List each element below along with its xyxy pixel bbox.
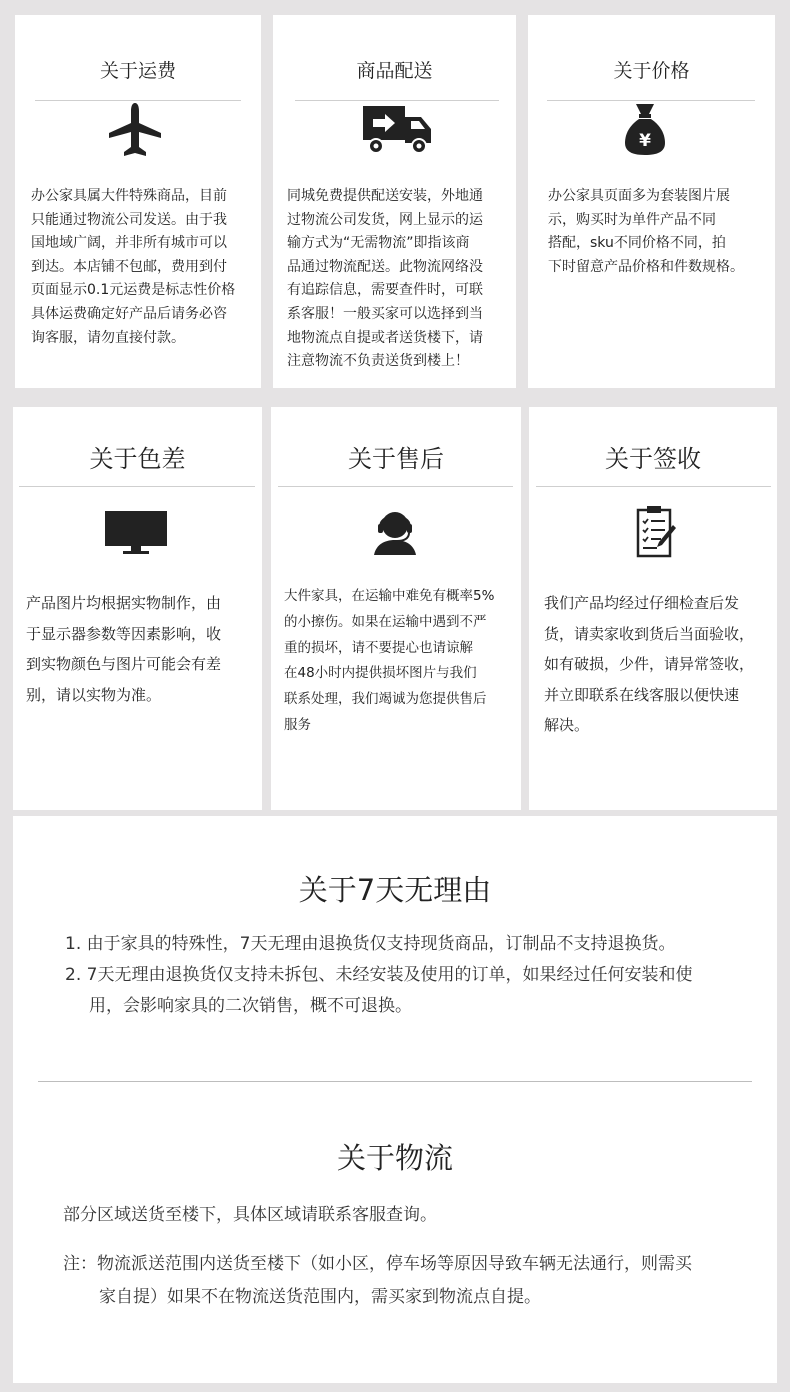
text-line: 同城免费提供配送安装，外地通 bbox=[287, 188, 483, 204]
price-text bbox=[548, 185, 773, 279]
airplane-icon bbox=[107, 101, 163, 163]
text-line: 示，购买时为单件产品不同 bbox=[548, 211, 716, 228]
shipping-title: 关于运费 bbox=[99, 60, 176, 82]
monitor-icon bbox=[105, 511, 167, 559]
text-line: 办公家具属大件特殊商品，目前 bbox=[31, 188, 227, 204]
text-line: 具体运费确定好产品后请务必咨 bbox=[31, 305, 227, 322]
clipboard-checklist-icon bbox=[635, 505, 677, 563]
text-line: 货，请卖家收到货后当面验收， bbox=[544, 624, 755, 643]
price-title: 关于价格 bbox=[613, 60, 690, 82]
text-line: 解决。 bbox=[544, 716, 590, 734]
text-line: 如有破损，少件，请异常签收， bbox=[544, 655, 755, 673]
divider bbox=[19, 486, 255, 487]
text-line: 到实物颜色与图片可能会有差 bbox=[26, 655, 222, 673]
text-line: 到达。本店铺不包邮，费用到付 bbox=[31, 258, 227, 275]
signing-card bbox=[529, 407, 777, 810]
text-line: 国地域广阔，并非所有城市可以 bbox=[31, 235, 227, 252]
seven-days-title: 关于7天无理由 bbox=[298, 873, 492, 907]
color-card bbox=[13, 407, 262, 810]
signing-text bbox=[544, 588, 776, 741]
text-line: 询客服，请勿直接付款。 bbox=[31, 329, 185, 346]
divider bbox=[278, 486, 513, 487]
text-line: 过物流公司发货，网上显示的运 bbox=[287, 211, 483, 228]
text-line: 只能通过物流公司发送。由于我 bbox=[31, 211, 227, 228]
text-line: 搭配，sku不同价格不同，拍 bbox=[548, 235, 726, 252]
shipping-text bbox=[31, 185, 256, 350]
seven-days-item-1: 1. 由于家具的特殊性，7天无理由退换货仅支持现货商品，订制品不支持退换货。 bbox=[65, 934, 676, 954]
aftersale-title: 关于售后 bbox=[348, 445, 444, 473]
text-line: 别，请以实物为准。 bbox=[26, 685, 162, 704]
text-line: 地物流点自提或者送货楼下，请 bbox=[287, 329, 483, 346]
shipping-card bbox=[15, 15, 261, 388]
money-bag-icon bbox=[623, 101, 667, 161]
text-line: 有追踪信息，需要查件时，可联 bbox=[287, 282, 483, 299]
delivery-card bbox=[273, 15, 516, 388]
text-line: 服务 bbox=[284, 716, 311, 733]
delivery-truck-icon bbox=[361, 103, 435, 159]
text-line: 下时留意产品价格和件数规格。 bbox=[548, 258, 744, 275]
logistics-note-cont: 家自提）如果不在物流送货范围内，需买家到物流点自提。 bbox=[99, 1287, 541, 1307]
text-line: 的小擦伤。如果在运输中遇到不严 bbox=[284, 613, 487, 630]
text-line: 系客服！一般买家可以选择到当 bbox=[287, 305, 483, 322]
text-line: 页面显示0.1元运费是标志性价格 bbox=[31, 282, 236, 299]
delivery-text bbox=[287, 185, 515, 374]
text-line: 大件家具，在运输中难免有概率5% bbox=[284, 588, 495, 604]
color-text bbox=[26, 588, 260, 710]
aftersale-text bbox=[284, 584, 520, 739]
text-line: 输方式为“无需物流”即指该商 bbox=[287, 235, 470, 252]
text-line: 产品图片均根据实物制作，由 bbox=[26, 594, 222, 612]
text-line: 于显示器参数等因素影响，收 bbox=[26, 624, 222, 643]
delivery-title: 商品配送 bbox=[356, 60, 433, 82]
logistics-paragraph: 部分区域送货至楼下，具体区域请联系客服查询。 bbox=[63, 1205, 437, 1225]
text-line: 办公家具页面多为套装图片展 bbox=[548, 188, 730, 204]
yen-symbol: ¥ bbox=[639, 131, 651, 151]
text-line: 我们产品均经过仔细检查后发 bbox=[544, 594, 740, 612]
logistics-note: 注：物流派送范围内送货至楼下（如小区，停车场等原因导致车辆无法通行，则需买 bbox=[63, 1254, 692, 1274]
text-line: 品通过物流配送。此物流网络没 bbox=[287, 258, 483, 275]
seven-days-item-2: 2. 7天无理由退换货仅支持未拆包、未经安装及使用的订单，如果经过任何安装和使 bbox=[65, 965, 693, 985]
text-line: 联系处理，我们竭诚为您提供售后 bbox=[284, 691, 487, 708]
divider bbox=[536, 486, 771, 487]
divider bbox=[295, 100, 499, 101]
aftersale-card bbox=[271, 407, 521, 810]
color-title: 关于色差 bbox=[89, 445, 186, 473]
policy-panel bbox=[13, 816, 777, 1383]
logistics-title: 关于物流 bbox=[336, 1141, 453, 1175]
text-line: 并立即联系在线客服以便快速 bbox=[544, 685, 740, 704]
text-line: 注意物流不负责送货到楼上！ bbox=[287, 353, 469, 370]
seven-days-item-2-cont: 用，会影响家具的二次销售，概不可退换。 bbox=[89, 996, 412, 1016]
signing-title: 关于签收 bbox=[605, 445, 701, 473]
text-line: 在48小时内提供损坏图片与我们 bbox=[284, 665, 477, 682]
section-divider bbox=[38, 1081, 752, 1082]
text-line: 重的损坏，请不要提心也请谅解 bbox=[284, 639, 473, 656]
customer-service-icon bbox=[371, 507, 419, 561]
price-card bbox=[528, 15, 775, 388]
